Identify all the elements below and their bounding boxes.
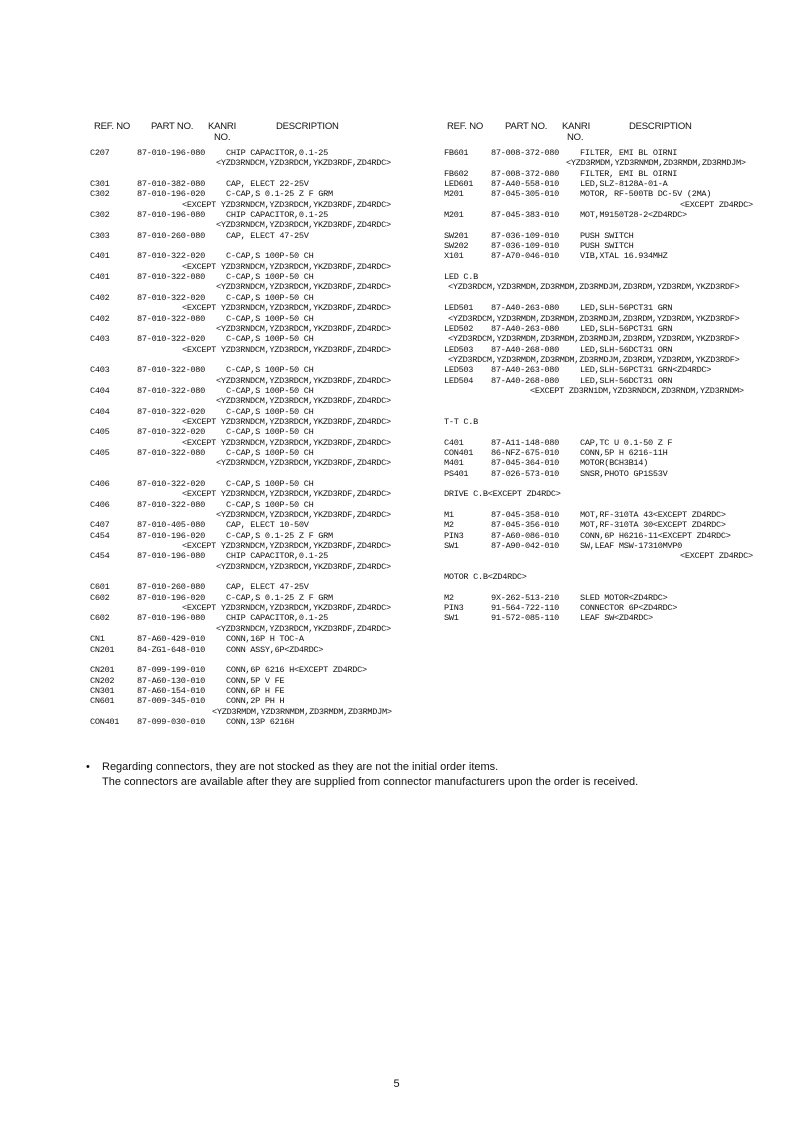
ref-no: LED501	[444, 303, 474, 314]
part-no: 87-010-196-020	[137, 592, 205, 603]
ref-no: C602	[90, 592, 110, 603]
section-title: T-T C.B	[444, 416, 478, 427]
section-title: DRIVE C.B<EXCEPT ZD4RDC>	[444, 489, 561, 500]
ref-no: PIN3	[444, 530, 464, 541]
part-no: 87-A11-148-080	[491, 437, 559, 448]
description: C-CAP,S 100P-50 CH	[226, 499, 314, 510]
part-no: 87-A70-046-010	[491, 251, 559, 262]
ref-no: C407	[90, 520, 110, 531]
ref-no: LED503	[444, 344, 474, 355]
ref-no: M2	[444, 592, 454, 603]
ref-no: CN201	[90, 665, 115, 676]
variant-text: <EXCEPT YZD3RNDCM,YZD3RDCM,YKZD3RDF,ZD4RDC>	[182, 344, 391, 355]
variant-text: <YZD3RDCM,YZD3RMDM,ZD3RMDM,ZD3RMDJM,ZD3RDM,YZD3RDM,YKZD3RDF>	[448, 313, 740, 324]
part-no: 87-010-260-080	[137, 230, 205, 241]
part-no: 87-010-196-080	[137, 613, 205, 624]
part-no: 87-A40-558-010	[491, 179, 559, 190]
variant-text: <EXCEPT YZD3RNDCM,YZD3RDCM,YKZD3RDF,ZD4RDC>	[182, 541, 391, 552]
description: CAP, ELECT 47-25V	[226, 230, 309, 241]
description: CONN,6P 6216 H<EXCEPT ZD4RDC>	[226, 665, 367, 676]
description: MOTOR(BCH3B14)	[580, 458, 648, 469]
description: C-CAP,S 100P-50 CH	[226, 313, 314, 324]
ref-no: C454	[90, 551, 110, 562]
ref-no-heading: REF. NO	[94, 121, 131, 132]
part-no: 87-010-196-080	[137, 210, 205, 221]
ref-no: C402	[90, 313, 110, 324]
ref-no: X101	[444, 251, 464, 262]
description: C-CAP,S 0.1-25 Z F GRM	[226, 592, 333, 603]
variant-text: <YZD3RNDCM,YZD3RDCM,YKZD3RDF,ZD4RDC>	[216, 458, 391, 469]
variant-text: <EXCEPT YZD3RNDCM,YZD3RDCM,YKZD3RDF,ZD4RDC>	[182, 303, 391, 314]
ref-no: LED502	[444, 323, 474, 334]
ref-no: CON401	[90, 716, 120, 727]
description: C-CAP,S 100P-50 CH	[226, 385, 314, 396]
description: CONN,5P H 6216-11H	[580, 447, 668, 458]
description: C-CAP,S 100P-50 CH	[226, 251, 314, 262]
ref-no: C301	[90, 179, 110, 190]
ref-no: C404	[90, 385, 110, 396]
variant-text: <YZD3RDCM,YZD3RMDM,ZD3RMDM,ZD3RMDJM,ZD3RDM,YZD3RDM,YKZD3RDF>	[448, 354, 740, 365]
part-no: 87-010-322-080	[137, 365, 205, 376]
part-no: 87-010-322-080	[137, 272, 205, 283]
part-no: 87-A60-086-010	[491, 530, 559, 541]
description: FILTER, EMI BL OIRNI	[580, 168, 678, 179]
description: C-CAP,S 100P-50 CH	[226, 427, 314, 438]
description: C-CAP,S 0.1-25 Z F GRM	[226, 530, 333, 541]
kanri-no-heading: NO.	[567, 132, 584, 143]
part-no: 87-A40-263-080	[491, 323, 559, 334]
part-no: 87-026-573-010	[491, 468, 559, 479]
section-title: MOTOR C.B<ZD4RDC>	[444, 572, 527, 583]
ref-no: C601	[90, 582, 110, 593]
part-no: 87-008-372-080	[491, 168, 559, 179]
description: CONN,6P H6216-11<EXCEPT ZD4RDC>	[580, 530, 731, 541]
description: CAP, ELECT 10-50V	[226, 520, 309, 531]
ref-no: C454	[90, 530, 110, 541]
description: CHIP CAPACITOR,0.1-25	[226, 148, 328, 158]
variant-text: <YZD3RMDM,YZD3RNMDM,ZD3RMDM,ZD3RMDJM>	[212, 706, 392, 717]
part-no: 87-010-196-080	[137, 551, 205, 562]
part-no: 87-010-405-080	[137, 520, 205, 531]
variant-text: <EXCEPT ZD3RN1DM,YZD3RNDCM,ZD3RNDM,YZD3RNDM>	[530, 385, 744, 396]
part-no: 87-045-305-010	[491, 189, 559, 200]
description: C-CAP,S 100P-50 CH	[226, 334, 314, 345]
ref-no: LED601	[444, 179, 474, 190]
ref-no: C402	[90, 292, 110, 303]
description: VIB,XTAL 16.934MHZ	[580, 251, 668, 262]
ref-no: CN301	[90, 685, 115, 696]
description: C-CAP,S 100P-50 CH	[226, 272, 314, 283]
ref-no: C404	[90, 406, 110, 417]
variant-text: <YZD3RNDCM,YZD3RDCM,YKZD3RDF,ZD4RDC>	[216, 323, 391, 334]
variant-text: <YZD3RNDCM,YZD3RDCM,YKZD3RDF,ZD4RDC>	[216, 396, 391, 407]
part-no: 91-564-722-110	[491, 603, 559, 614]
description: C-CAP,S 100P-50 CH	[226, 365, 314, 376]
part-no: 87-A40-268-080	[491, 375, 559, 386]
part-no-heading: PART NO.	[151, 121, 194, 132]
variant-text: <YZD3RDCM,YZD3RMDM,ZD3RMDM,ZD3RMDJM,ZD3RDM,YZD3RDM,YKZD3RDF>	[448, 334, 740, 345]
description: FILTER, EMI BL OIRNI	[580, 148, 678, 158]
description: LED,SLZ-8128A-01-A	[580, 179, 668, 190]
ref-no: SW201	[444, 230, 469, 241]
ref-no: C602	[90, 613, 110, 624]
part-no: 87-A60-154-010	[137, 685, 205, 696]
ref-no: C403	[90, 334, 110, 345]
part-no: 87-010-322-020	[137, 479, 205, 489]
variant-text: <EXCEPT YZD3RNDCM,YZD3RDCM,YKZD3RDF,ZD4RDC>	[182, 437, 391, 448]
ref-no: SW1	[444, 541, 459, 552]
ref-no: C403	[90, 365, 110, 376]
description: MOTOR, RF-500TB DC-5V (2MA)	[580, 189, 712, 200]
variant-text: <YZD3RNDCM,YZD3RDCM,YKZD3RDF,ZD4RDC>	[216, 510, 391, 521]
description: SNSR,PHOTO GP1S53V	[580, 468, 668, 479]
ref-no-heading: REF. NO	[447, 121, 484, 132]
ref-no: CON401	[444, 447, 474, 458]
part-no: 87-010-322-020	[137, 251, 205, 262]
ref-no: C401	[444, 437, 464, 448]
part-no: 87-045-358-010	[491, 510, 559, 521]
part-no: 87-045-364-010	[491, 458, 559, 469]
part-no: 87-A40-268-080	[491, 344, 559, 355]
kanri-heading: KANRI	[208, 121, 237, 132]
description: MOT,RF-310TA 30<EXCEPT ZD4RDC>	[580, 520, 726, 531]
part-no: 87-010-322-020	[137, 406, 205, 417]
ref-no: C207	[90, 148, 110, 158]
variant-text: <YZD3RDCM,YZD3RMDM,ZD3RMDM,ZD3RMDJM,ZD3RDM,YZD3RDM,YKZD3RDF>	[448, 282, 740, 293]
note-line-2: The connectors are available after they are supplied from connector manufacturers upon the order is received.	[102, 776, 639, 788]
description: C-CAP,S 100P-50 CH	[226, 479, 314, 489]
description: PUSH SWITCH	[580, 230, 634, 241]
description: LED,SLH-56DCT31 ORN	[580, 344, 673, 355]
variant-text: <EXCEPT YZD3RNDCM,YZD3RDCM,YKZD3RDF,ZD4RDC>	[182, 199, 391, 210]
ref-no: PS401	[444, 468, 469, 479]
part-no: 87-A40-263-080	[491, 365, 559, 376]
part-no: 87-A60-130-010	[137, 675, 205, 686]
variant-text: <EXCEPT YZD3RNDCM,YZD3RDCM,YKZD3RDF,ZD4RDC>	[182, 603, 391, 614]
ref-no: FB601	[444, 148, 469, 158]
description: SW,LEAF MSW-17310MVP0	[580, 541, 682, 552]
variant-text: <YZD3RNDCM,YZD3RDCM,YKZD3RDF,ZD4RDC>	[216, 282, 391, 293]
part-no: 87-010-322-080	[137, 447, 205, 458]
variant-text: <EXCEPT ZD4RDC>	[680, 551, 753, 562]
part-no-heading: PART NO.	[505, 121, 548, 132]
part-no: 87-045-383-010	[491, 210, 559, 221]
ref-no: CN202	[90, 675, 115, 686]
description: CONN,16P H TOC-A	[226, 634, 304, 645]
description: LED,SLH-56PCT31 GRN<ZD4RDC>	[580, 365, 712, 376]
description: LED,SLH-56DCT31 ORN	[580, 375, 673, 386]
ref-no: M1	[444, 510, 454, 521]
variant-text: <YZD3RNDCM,YZD3RDCM,YKZD3RDF,ZD4RDC>	[216, 220, 391, 231]
kanri-heading: KANRI	[562, 121, 591, 132]
ref-no: C405	[90, 447, 110, 458]
part-no: 87-010-196-020	[137, 530, 205, 541]
variant-text: <YZD3RMDM,YZD3RNMDM,ZD3RMDM,ZD3RMDJM>	[566, 158, 746, 169]
ref-no: SW1	[444, 613, 459, 624]
ref-no: LED504	[444, 375, 474, 386]
ref-no: CN201	[90, 644, 115, 655]
description: PUSH SWITCH	[580, 241, 634, 252]
description: SLED MOTOR<ZD4RDC>	[580, 592, 668, 603]
ref-no: C406	[90, 499, 110, 510]
description: LED,SLH-56PCT31 GRN	[580, 323, 673, 334]
description: CONN,5P V FE	[226, 675, 285, 686]
kanri-no-heading: NO.	[214, 132, 231, 143]
part-no: 87-A60-429-010	[137, 634, 205, 645]
ref-no: C302	[90, 210, 110, 221]
description-heading: DESCRIPTION	[629, 121, 692, 132]
variant-text: <YZD3RNDCM,YZD3RDCM,YKZD3RDF,ZD4RDC>	[216, 158, 391, 169]
ref-no: FB602	[444, 168, 469, 179]
variant-text: <YZD3RNDCM,YZD3RDCM,YKZD3RDF,ZD4RDC>	[216, 375, 391, 386]
ref-no: C406	[90, 479, 110, 489]
description: MOT,M9150T28-2<ZD4RDC>	[580, 210, 687, 221]
part-no: 87-036-109-010	[491, 241, 559, 252]
description: CHIP CAPACITOR,0.1-25	[226, 210, 328, 221]
part-no: 87-010-322-020	[137, 427, 205, 438]
ref-no: SW202	[444, 241, 469, 252]
part-no: 87-010-196-080	[137, 148, 205, 158]
description: CAP,TC U 0.1-50 Z F	[580, 437, 673, 448]
part-no: 87-010-322-020	[137, 334, 205, 345]
part-no: 87-010-382-080	[137, 179, 205, 190]
description: CONN,13P 6216H	[226, 716, 294, 727]
ref-no: C405	[90, 427, 110, 438]
ref-no: C302	[90, 189, 110, 200]
variant-text: <EXCEPT YZD3RNDCM,YZD3RDCM,YKZD3RDF,ZD4RDC>	[182, 416, 391, 427]
description: CAP, ELECT 22-25V	[226, 179, 309, 190]
ref-no: M201	[444, 210, 464, 221]
note-bullet: •	[86, 761, 90, 773]
part-no: 87-036-109-010	[491, 230, 559, 241]
part-no: 87-010-322-020	[137, 292, 205, 303]
note-line-1: Regarding connectors, they are not stocked as they are not the initial order items.	[102, 761, 499, 773]
description: CAP, ELECT 47-25V	[226, 582, 309, 593]
ref-no: M201	[444, 189, 464, 200]
part-no: 87-010-322-080	[137, 313, 205, 324]
part-no: 87-010-260-080	[137, 582, 205, 593]
description: C-CAP,S 100P-50 CH	[226, 292, 314, 303]
description: CONNECTOR 6P<ZD4RDC>	[580, 603, 678, 614]
description-heading: DESCRIPTION	[276, 121, 339, 132]
ref-no: CN601	[90, 696, 115, 707]
part-no: 87-099-199-010	[137, 665, 205, 676]
description: CONN,6P H FE	[226, 685, 285, 696]
description: MOT,RF-310TA 43<EXCEPT ZD4RDC>	[580, 510, 726, 521]
part-no: 87-A40-263-080	[491, 303, 559, 314]
part-no: 91-572-085-110	[491, 613, 559, 624]
description: LED,SLH-56PCT31 GRN	[580, 303, 673, 314]
part-no: 87-010-322-080	[137, 385, 205, 396]
description: CONN ASSY,6P<ZD4RDC>	[226, 644, 324, 655]
ref-no: PIN3	[444, 603, 464, 614]
variant-text: <EXCEPT YZD3RNDCM,YZD3RDCM,YKZD3RDF,ZD4RDC>	[182, 261, 391, 272]
description: LEAF SW<ZD4RDC>	[580, 613, 653, 624]
ref-no: C401	[90, 272, 110, 283]
ref-no: LED503	[444, 365, 474, 376]
variant-text: <YZD3RNDCM,YZD3RDCM,YKZD3RDF,ZD4RDC>	[216, 561, 391, 572]
part-no: 87-099-030-010	[137, 716, 205, 727]
section-title: LED C.B	[444, 272, 478, 283]
description: C-CAP,S 100P-50 CH	[226, 406, 314, 417]
part-no: 87-010-322-080	[137, 499, 205, 510]
part-no: 87-A90-042-010	[491, 541, 559, 552]
description: C-CAP,S 100P-50 CH	[226, 447, 314, 458]
description: CONN,2P PH H	[226, 696, 285, 707]
page-number: 5	[393, 1078, 400, 1090]
variant-text: <EXCEPT YZD3RNDCM,YZD3RDCM,YKZD3RDF,ZD4RDC>	[182, 489, 391, 500]
description: CHIP CAPACITOR,0.1-25	[226, 551, 328, 562]
ref-no: M401	[444, 458, 464, 469]
part-no: 87-010-196-020	[137, 189, 205, 200]
description: CHIP CAPACITOR,0.1-25	[226, 613, 328, 624]
variant-text: <EXCEPT ZD4RDC>	[680, 199, 753, 210]
part-no: 9X-262-513-210	[491, 592, 559, 603]
ref-no: M2	[444, 520, 454, 531]
ref-no: C303	[90, 230, 110, 241]
ref-no: C401	[90, 251, 110, 262]
part-no: 87-045-356-010	[491, 520, 559, 531]
part-no: 84-ZG1-648-010	[137, 644, 205, 655]
description: C-CAP,S 0.1-25 Z F GRM	[226, 189, 333, 200]
part-no: 86-NFZ-675-010	[491, 447, 559, 458]
ref-no: CN1	[90, 634, 105, 645]
part-no: 87-008-372-080	[491, 148, 559, 158]
part-no: 87-009-345-010	[137, 696, 205, 707]
variant-text: <YZD3RNDCM,YZD3RDCM,YKZD3RDF,ZD4RDC>	[216, 623, 391, 634]
